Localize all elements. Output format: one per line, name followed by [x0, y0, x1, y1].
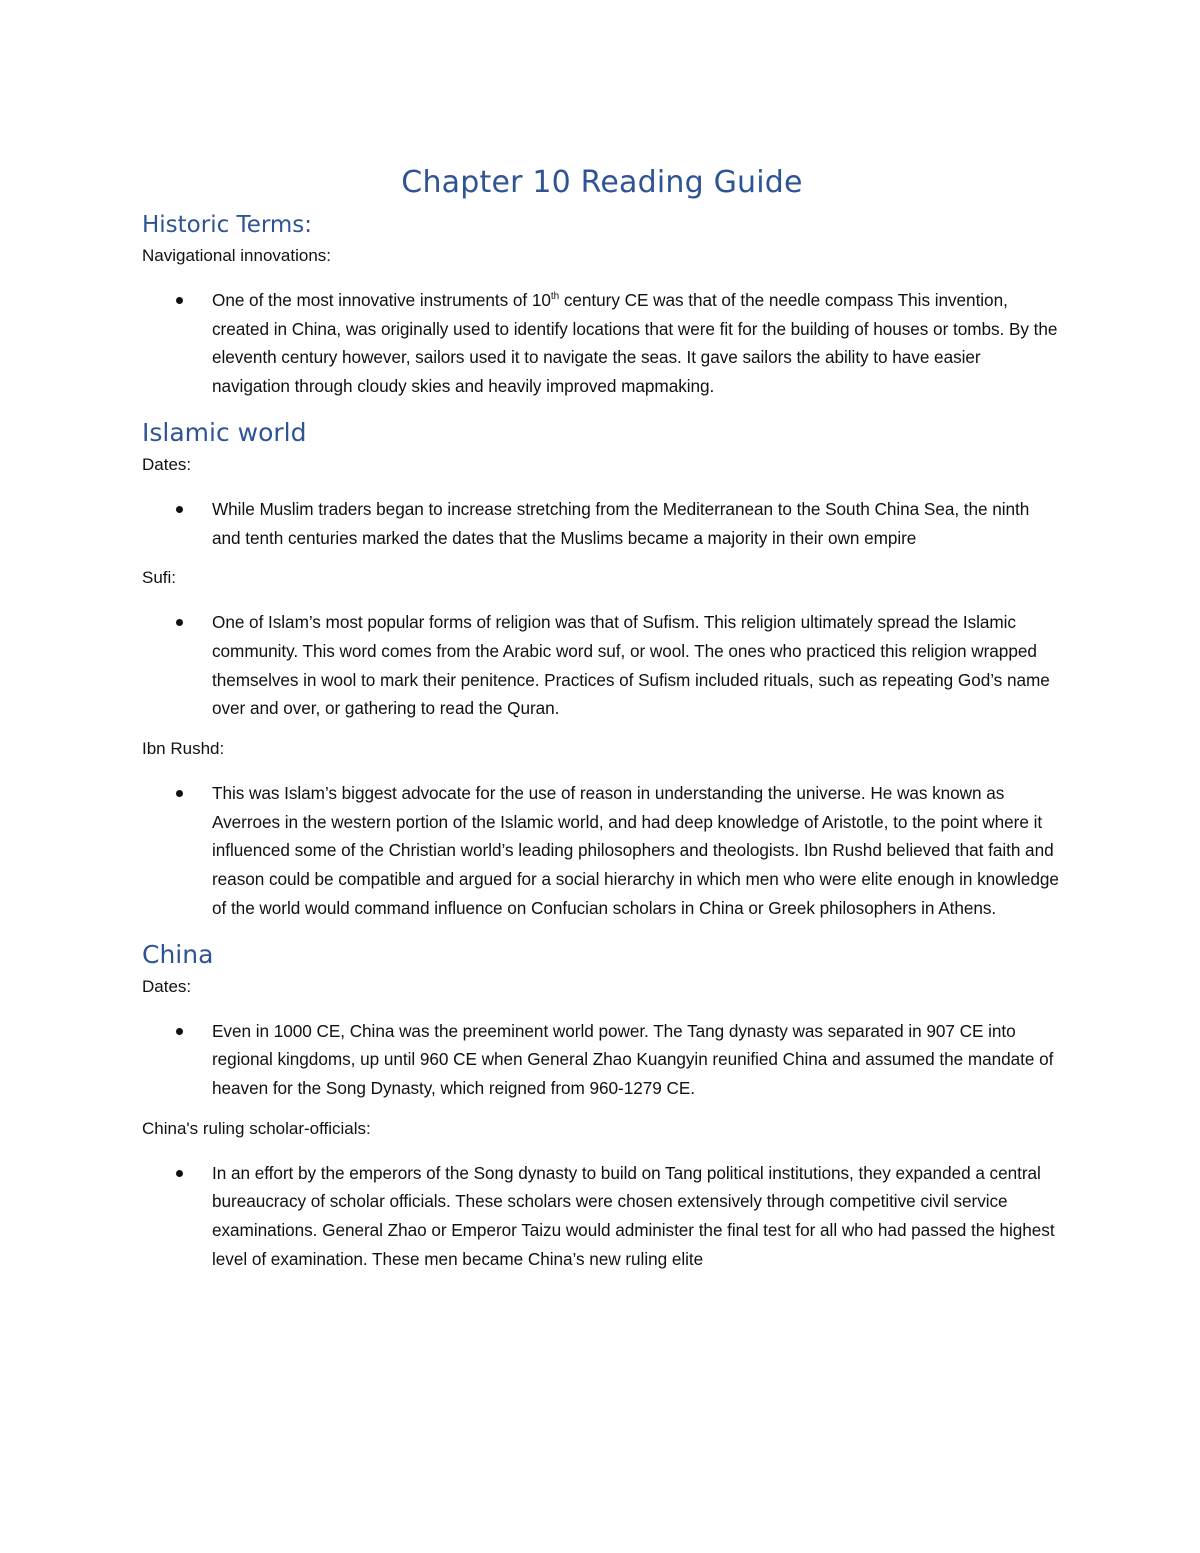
list-navigational-innovations	[142, 286, 1062, 401]
label-ibn-rushd: Ibn Rushd:	[142, 739, 225, 759]
bullet-text: This was Islam’s biggest advocate for the use of reason in understanding the universe. He was known as Averroes in the western portion of the Islamic world, and had deep knowledge of Aristotle, to the point where it influenced some of the Christian world’s leading philosophers and theologists. Ibn Rushd believed that faith and reason could be compatible and argued for a social hierarchy in which men who were elite enough in knowledge of the world would command influence on Confucian scholars in China or Greek philosophers in Athens.	[212, 783, 1059, 918]
page-title: Chapter 10 Reading Guide	[401, 165, 803, 200]
label-islamic-dates: Dates:	[142, 454, 192, 474]
list-item	[142, 779, 1062, 923]
list-item	[142, 1159, 1062, 1274]
heading-china: China	[142, 939, 214, 969]
bullet-icon	[176, 506, 183, 513]
list-islamic-dates	[142, 495, 1062, 552]
list-sufi	[142, 608, 1062, 723]
list-item	[142, 608, 1062, 723]
bullet-text: While Muslim traders began to increase stretching from the Mediterranean to the South China Sea, the ninth and tenth centuries marked the dates that the Muslims became a majority in their own empire	[212, 498, 1030, 548]
bullet-icon	[176, 297, 183, 304]
list-scholar-officials	[142, 1159, 1062, 1274]
bullet-text: One of Islam’s most popular forms of religion was that of Sufism. This religion ultimately spread the Islamic community. This word comes from the Arabic word suf, or wool. The ones who practiced this religion wrapped themselves in wool to mark their penitence. Practices of Sufism included rituals, such as repeating God’s name over and over, or gathering to read the Quran.	[212, 612, 1050, 719]
bullet-text: Even in 1000 CE, China was the preeminent world power. The Tang dynasty was separated in 907 CE into regional kingdoms, up until 960 CE when General Zhao Kuangyin reunified China and assumed the mandate of heaven for the Song Dynasty, which reigned from 960-1279 CE.	[212, 1020, 1054, 1098]
label-navigational-innovations: Navigational innovations:	[142, 246, 332, 265]
heading-islamic-world: Islamic world	[142, 417, 307, 447]
list-ibn-rushd	[142, 779, 1062, 923]
bullet-icon	[176, 790, 183, 797]
label-china-dates: Dates:	[142, 976, 192, 996]
bullet-text-post: century CE was that of the needle compass This invention, created in China, was originally used to identify locations that were fit for the building of houses or tombs. By the eleventh century however, sailors used it to navigate the seas. It gave sailors the ability to have easier navigation through cloudy skies and heavily improved mapmaking.	[212, 290, 1058, 397]
list-china-dates	[142, 1017, 1062, 1103]
label-sufi: Sufi:	[142, 568, 177, 588]
bullet-icon	[176, 1028, 183, 1035]
bullet-text-pre: One of the most innovative instruments of 10	[212, 290, 551, 310]
list-item	[142, 1017, 1062, 1103]
bullet-icon	[176, 619, 183, 626]
bullet-text: In an effort by the emperors of the Song dynasty to build on Tang political institutions, they expanded a central bureaucracy of scholar officials. These scholars were chosen extensively through competitive civil service examinations. General Zhao or Emperor Taizu would administer the final test for all who had passed the highest level of examination. These men became China’s new ruling elite	[212, 1162, 1055, 1269]
list-item	[142, 495, 1062, 552]
list-item	[142, 286, 1062, 401]
heading-historic-terms: Historic Terms:	[142, 212, 313, 238]
document-page	[142, 160, 1062, 1273]
bullet-icon	[176, 1170, 183, 1177]
ordinal-superscript: th	[550, 291, 560, 302]
label-scholar-officials: China's ruling scholar-officials:	[142, 1118, 371, 1138]
